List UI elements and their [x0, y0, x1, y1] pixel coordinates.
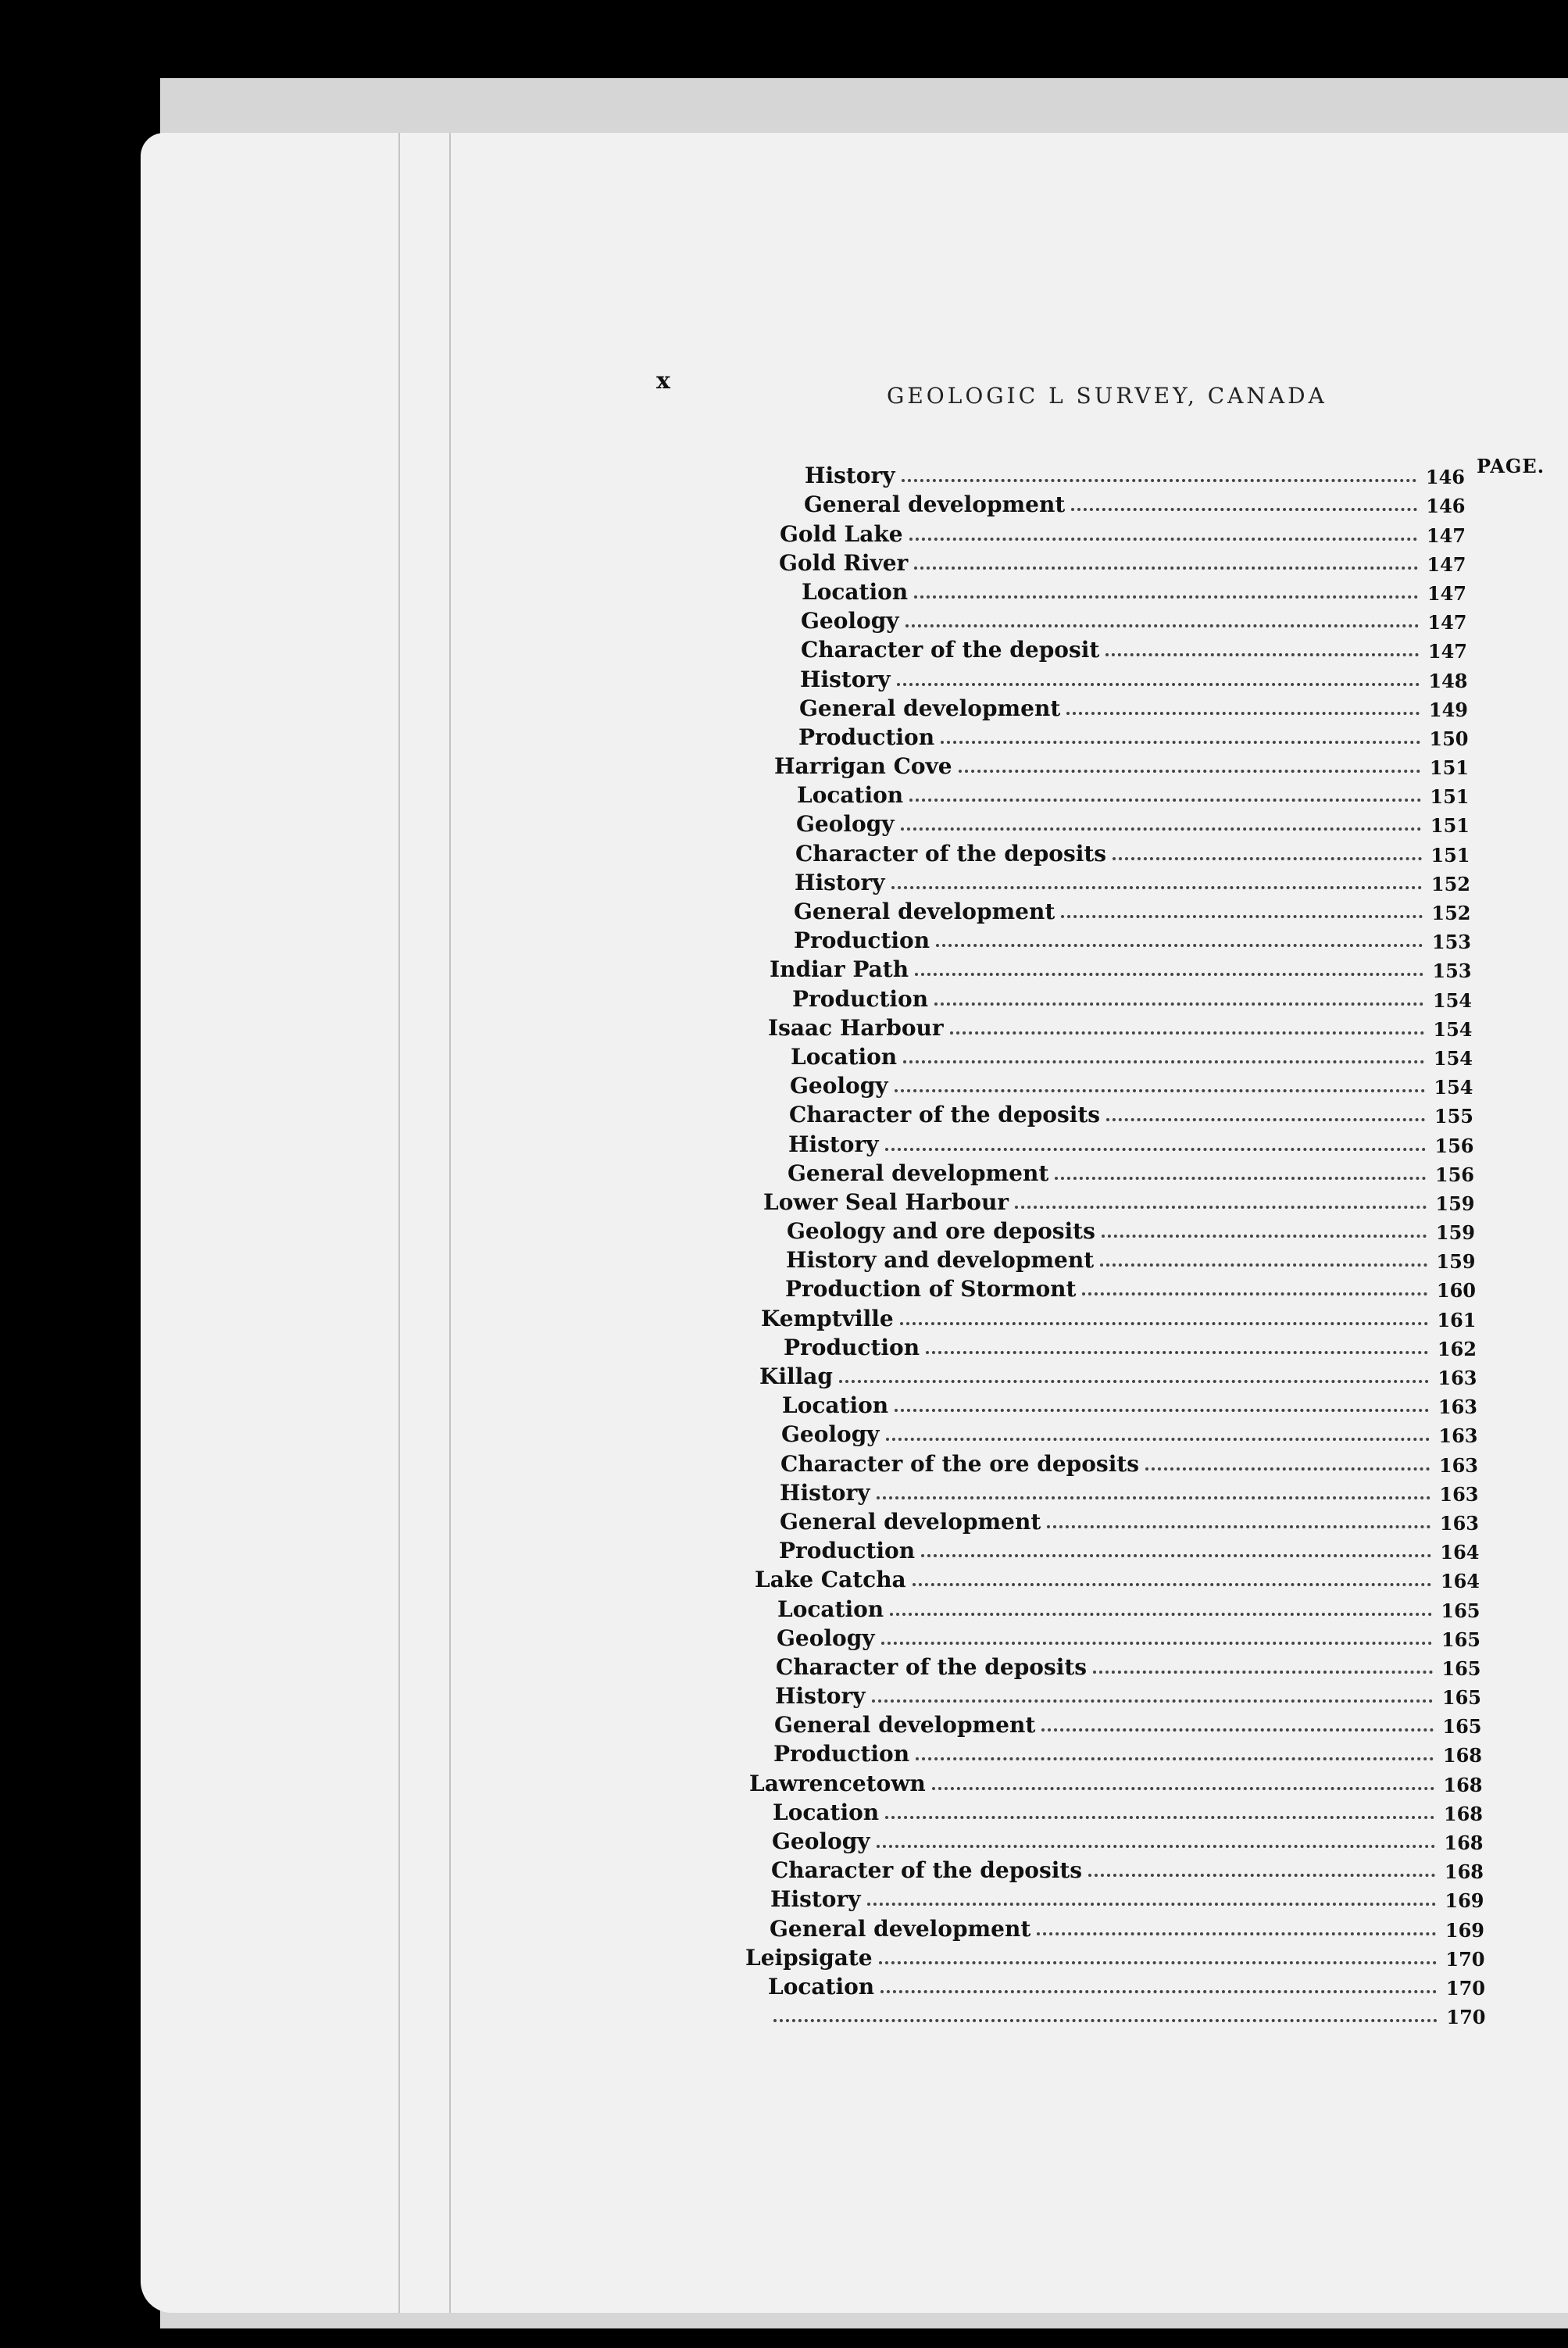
toc-entry-page: 147: [1426, 524, 1466, 547]
toc-entry-page: 154: [1433, 1017, 1473, 1041]
toc-entry-label: Indiar Path: [770, 956, 909, 983]
toc-entry-label: History: [800, 666, 891, 692]
toc-entry: [774, 750, 1469, 779]
toc-entry-page: 169: [1445, 1918, 1484, 1942]
toc-entry: [776, 1651, 1481, 1680]
toc-entry-page: 147: [1427, 581, 1466, 605]
toc-entry-page: 169: [1445, 1889, 1484, 1913]
dot-leader: [905, 624, 1419, 627]
toc-entry: [780, 1447, 1478, 1476]
dot-leader: [895, 1409, 1429, 1412]
dot-leader: [941, 741, 1420, 744]
dot-leader: [950, 1031, 1424, 1035]
toc-entry: [745, 1942, 1485, 1971]
dot-leader: [903, 1060, 1424, 1063]
toc-entry: [795, 867, 1470, 895]
toc-entry-label: Geology and ore deposits: [787, 1218, 1095, 1245]
toc-entry-page: 164: [1440, 1570, 1480, 1593]
dot-leader: [879, 1961, 1437, 1964]
toc-entry-page: 147: [1427, 552, 1466, 576]
toc-entry-label: History: [770, 1886, 861, 1913]
toc-entry-page: 147: [1427, 640, 1467, 663]
toc-entry-label: General development: [774, 1712, 1036, 1739]
dot-leader: [959, 770, 1420, 773]
toc-entry-label: Kemptville: [761, 1305, 894, 1331]
toc-entry-page: 163: [1438, 1424, 1478, 1448]
dot-leader: [877, 1845, 1435, 1848]
toc-entry-label: History: [795, 869, 885, 895]
toc-entry-label: Production: [773, 1741, 910, 1767]
toc-entry-page: 163: [1438, 1453, 1478, 1477]
toc-entry: [775, 1680, 1481, 1709]
toc-entry-label: Lower Seal Harbour: [763, 1188, 1009, 1215]
toc-entry-page: 159: [1435, 1221, 1475, 1245]
toc-entry-page: 151: [1429, 756, 1469, 780]
toc-entry-label: General development: [780, 1508, 1041, 1535]
toc-entry-page: 160: [1436, 1279, 1476, 1303]
toc-entry-label: Location: [802, 578, 909, 605]
toc-entry: [798, 721, 1469, 750]
toc-entry-label: Geology: [790, 1073, 888, 1099]
toc-entry-page: 146: [1426, 495, 1466, 518]
toc-entry-label: Character of the deposits: [776, 1653, 1088, 1680]
dot-leader: [900, 1322, 1428, 1325]
dot-leader: [895, 1089, 1425, 1092]
dot-leader: [916, 1757, 1434, 1760]
toc-entry-page: 165: [1441, 1656, 1481, 1680]
toc-entry-page: 163: [1438, 1396, 1477, 1419]
toc-entry: [768, 1012, 1473, 1041]
toc-entry-page: 164: [1440, 1541, 1480, 1564]
dot-leader: [773, 2019, 1438, 2022]
dot-leader: [1113, 857, 1421, 860]
toc-entry-label: Gold River: [779, 549, 909, 576]
dot-leader: [839, 1380, 1429, 1383]
toc-entry-label: Production: [792, 985, 929, 1012]
dot-leader: [1145, 1467, 1430, 1471]
toc-entry: [779, 547, 1466, 576]
toc-entry: [780, 1477, 1479, 1506]
dot-leader: [1105, 653, 1419, 656]
toc-entry-page: 168: [1443, 1773, 1483, 1796]
toc-entry-label: Location: [797, 782, 904, 809]
dot-leader: [897, 683, 1420, 686]
toc-entry: [790, 1070, 1473, 1099]
toc-entry: [802, 576, 1466, 605]
toc-entry-label: Geology: [777, 1624, 875, 1651]
toc-entry-page: 170: [1446, 2006, 1486, 2029]
toc-entry: [784, 1331, 1477, 1360]
toc-entry-label: History: [775, 1683, 866, 1710]
dot-leader: [881, 1642, 1432, 1645]
toc-entry-page: 163: [1439, 1482, 1479, 1506]
toc-entry: [794, 895, 1471, 924]
toc-entry-label: History: [788, 1131, 879, 1157]
toc-entry-page: 151: [1430, 814, 1470, 838]
toc-entry-page: 151: [1430, 785, 1470, 809]
toc-entry: [755, 1564, 1480, 1592]
toc-entry: [792, 982, 1472, 1011]
toc-entry-label: Location: [768, 1973, 875, 2000]
toc-entry: [800, 663, 1468, 692]
toc-entry-page: 165: [1441, 1686, 1481, 1710]
toc-entry-page: 146: [1425, 466, 1465, 489]
dot-leader: [909, 538, 1417, 541]
toc-entry: [763, 1186, 1475, 1215]
toc-entry: [770, 1883, 1484, 1912]
toc-entry: [759, 1360, 1477, 1389]
dot-leader: [932, 1787, 1434, 1790]
toc-entry: [788, 1157, 1474, 1186]
toc-entry-page: 165: [1442, 1715, 1482, 1739]
toc-entry-label: History: [780, 1479, 870, 1506]
dot-leader: [909, 799, 1420, 802]
toc-entry-label: Location: [791, 1043, 898, 1070]
toc-entry: [767, 2000, 1486, 2028]
dot-leader: [1041, 1728, 1433, 1732]
toc-entry-label: Character of the deposits: [771, 1857, 1083, 1884]
toc-entry-page: 162: [1437, 1337, 1477, 1360]
toc-entry-page: 168: [1444, 1832, 1484, 1854]
dot-leader: [1088, 1874, 1435, 1877]
toc-entry-label: Lawrencetown: [749, 1770, 926, 1796]
toc-entry-label: Character of the ore deposits: [780, 1450, 1140, 1477]
toc-entry-label: History: [805, 463, 895, 489]
toc-entry-label: General development: [804, 491, 1066, 518]
toc-entry: [788, 1128, 1474, 1156]
toc-entry-page: 156: [1434, 1163, 1474, 1186]
dot-leader: [886, 1438, 1430, 1441]
toc-entry: [795, 837, 1470, 866]
toc-entry: [773, 1796, 1483, 1825]
toc-entry-label: Geology: [801, 608, 899, 634]
toc-entry: [787, 1215, 1475, 1244]
page-edge-line: [398, 133, 400, 2313]
toc-entry: [779, 1535, 1480, 1564]
toc-entry-label: Location: [773, 1799, 880, 1825]
toc-entry-page: 151: [1430, 843, 1470, 867]
dot-leader: [1093, 1671, 1432, 1674]
dot-leader: [1100, 1263, 1427, 1267]
toc-entry: [804, 488, 1466, 517]
dot-leader: [913, 1583, 1431, 1586]
dot-leader: [1106, 1118, 1425, 1121]
toc-entry: [773, 1738, 1482, 1767]
dot-leader: [1102, 1235, 1427, 1238]
toc-entry-page: 156: [1434, 1134, 1474, 1157]
toc-entry-label: Geology: [781, 1421, 880, 1448]
page-edge-line: [449, 133, 451, 2313]
toc-entry: [770, 1912, 1484, 1941]
toc-entry-label: Isaac Harbour: [768, 1014, 944, 1041]
dot-leader: [1071, 508, 1416, 511]
toc-entry-page: 149: [1428, 698, 1468, 721]
toc-entry-page: 154: [1433, 1046, 1473, 1070]
page-number: x: [656, 367, 670, 395]
toc-entry-label: Lake Catcha: [755, 1567, 906, 1593]
dot-leader: [1066, 712, 1420, 715]
toc-entry: [780, 517, 1466, 546]
toc-entry-label: Harrigan Cove: [774, 753, 952, 780]
toc-entry-page: 152: [1431, 902, 1471, 924]
dot-leader: [1037, 1932, 1436, 1935]
dot-leader: [1015, 1206, 1426, 1209]
toc-entry: [777, 1592, 1480, 1621]
toc-entry-label: Production: [798, 724, 935, 750]
toc-entry: [794, 924, 1471, 953]
toc-entry-page: 163: [1438, 1367, 1477, 1389]
toc-entry-page: 148: [1428, 669, 1468, 692]
toc-entry-page: 159: [1435, 1192, 1475, 1215]
dot-leader: [1055, 1177, 1426, 1180]
dot-leader: [926, 1351, 1428, 1354]
toc-entry-page: 159: [1436, 1250, 1476, 1274]
toc-entry-label: Character of the deposits: [789, 1102, 1101, 1128]
page-column-heading: PAGE.: [1477, 455, 1545, 477]
dot-leader: [890, 1613, 1431, 1616]
toc-entry-page: 163: [1439, 1511, 1479, 1535]
toc-entry-label: General development: [770, 1915, 1031, 1942]
toc-entry: [796, 808, 1470, 837]
toc-entry: [770, 953, 1472, 982]
toc-entry-label: Character of the deposit: [801, 637, 1100, 663]
dot-leader: [1082, 1292, 1427, 1296]
toc-entry-label: Character of the deposits: [795, 840, 1107, 867]
toc-entry-label: Production: [784, 1334, 920, 1360]
toc-entry-page: 168: [1444, 1860, 1484, 1884]
toc-entry: [749, 1767, 1483, 1796]
toc-entry: [801, 605, 1467, 634]
toc-entry-label: Leipsigate: [745, 1944, 873, 1971]
dot-leader: [921, 1554, 1430, 1557]
toc-entry-page: 147: [1427, 611, 1467, 634]
dot-leader: [880, 1990, 1437, 1993]
toc-entry-page: 150: [1429, 727, 1469, 750]
toc-entry: [761, 1302, 1477, 1331]
toc-entry: [797, 779, 1470, 808]
toc-entry-page: 170: [1445, 1947, 1485, 1971]
toc-entry-page: 165: [1441, 1628, 1480, 1651]
toc-entry: [785, 1273, 1476, 1302]
toc-entry-page: 152: [1430, 872, 1470, 895]
dot-leader: [914, 595, 1418, 599]
toc-entry: [789, 1099, 1473, 1128]
toc-entry-page: 153: [1432, 960, 1472, 983]
toc-entry: [782, 1389, 1477, 1418]
toc-entry-label: General development: [799, 695, 1061, 721]
toc-entry-label: Production: [779, 1538, 916, 1564]
toc-entry: [786, 1244, 1476, 1273]
toc-entry-page: 154: [1434, 1076, 1473, 1099]
toc-entry-label: Geology: [796, 811, 895, 838]
toc-entry-label: General development: [788, 1160, 1049, 1186]
toc-entry-label: General development: [794, 899, 1055, 924]
dot-leader: [1047, 1525, 1430, 1528]
toc-entry-label: Production: [794, 927, 930, 954]
toc-entry: [799, 692, 1468, 721]
toc-entry-page: 165: [1441, 1599, 1480, 1622]
toc-entry: [771, 1854, 1484, 1883]
toc-entry: [772, 1825, 1484, 1854]
dot-leader: [901, 827, 1421, 831]
dot-leader: [877, 1496, 1430, 1499]
table-of-contents: [745, 459, 1496, 2029]
dot-leader: [867, 1903, 1436, 1906]
toc-entry: [777, 1622, 1480, 1651]
toc-entry-label: Killag: [759, 1363, 833, 1389]
toc-entry-label: Production of Stormont: [785, 1276, 1077, 1303]
toc-entry-page: 154: [1432, 988, 1472, 1012]
toc-entry: [780, 1506, 1479, 1535]
dot-leader: [885, 1816, 1434, 1819]
toc-entry-page: 155: [1434, 1105, 1473, 1128]
toc-entry-page: 161: [1437, 1308, 1477, 1331]
dot-leader: [885, 1148, 1426, 1151]
toc-entry-page: 170: [1445, 1976, 1485, 2000]
dot-leader: [936, 944, 1423, 947]
dot-leader: [872, 1699, 1434, 1703]
dot-leader: [1061, 915, 1422, 918]
running-title: GEOLOGIC L SURVEY, CANADA: [887, 383, 1327, 409]
toc-entry: [791, 1041, 1473, 1070]
dot-leader: [902, 479, 1417, 482]
toc-entry: [801, 634, 1467, 663]
dot-leader: [915, 973, 1423, 976]
toc-entry-label: History and development: [786, 1247, 1095, 1274]
toc-entry-label: Gold Lake: [780, 520, 903, 547]
toc-entry: [774, 1709, 1482, 1738]
toc-entry-label: Geology: [772, 1828, 870, 1854]
toc-entry: [805, 459, 1465, 488]
dot-leader: [891, 886, 1423, 889]
toc-entry-page: 168: [1443, 1802, 1483, 1825]
toc-entry-page: 168: [1442, 1744, 1482, 1767]
dot-leader: [934, 1002, 1423, 1006]
toc-entry-page: 153: [1431, 931, 1471, 954]
toc-entry-label: Location: [782, 1392, 889, 1419]
toc-entry-label: Location: [777, 1596, 884, 1622]
dot-leader: [914, 566, 1417, 570]
toc-entry: [781, 1418, 1478, 1447]
toc-entry: [768, 1971, 1485, 2000]
